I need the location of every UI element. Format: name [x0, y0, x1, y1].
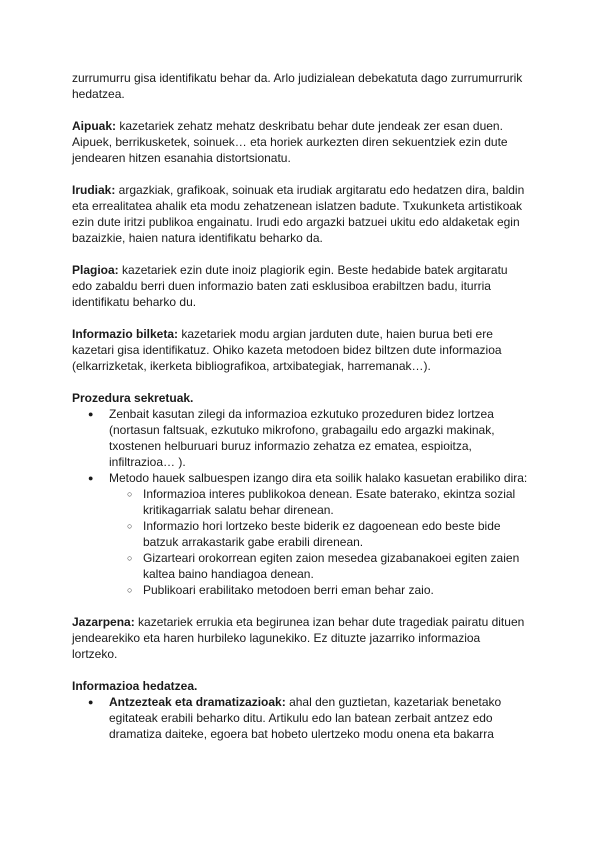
hedatzea-section: [72, 678, 528, 742]
hedatzea-bullet-text: ahal den guztietan, kazetariak benetako egitateak erabili beharko ditu. Artikulu edo lan batean zerbait antzez edo dramatiza daiteke, egoera bat hobeto ulertzeko modu onena eta bakarra: [109, 695, 502, 741]
aipuak-label: Aipuak:: [72, 119, 117, 133]
sublist-item: [109, 550, 528, 582]
subbullet-text: Publikoari erabilitako metodoen berri eman behar zaio.: [143, 583, 434, 597]
hedatzea-heading: Informazioa hedatzea.: [72, 679, 198, 693]
prozedura-sublist: [109, 486, 528, 598]
bullet-text: Metodo hauek salbuespen izango dira eta soilik halako kasuetan erabiliko dira:: [109, 471, 528, 485]
list-item: [72, 694, 528, 742]
bullet-text: Zenbait kasutan zilegi da informazioa ezkutuko prozeduren bidez lortzea (nortasun faltsuak, ezkutuko mikrofono, grabagailu edo argazki makinak, txostenen helburuari buruz informazio zehatza ez ematea, espioitza, infiltrazioa… ).: [109, 407, 495, 469]
jazarpena-text: kazetariek errukia eta begirunea izan behar dute tragediak pairatu dituen jendearekiko eta haren hurbileko lagunekiko. Ez dituzte jazarriko informazioa lortzeko.: [72, 615, 525, 661]
plagioa-paragraph: [72, 262, 528, 310]
sublist-item: [109, 518, 528, 550]
list-item: [72, 470, 528, 598]
aipuak-paragraph: [72, 118, 528, 166]
irudiak-label: Irudiak:: [72, 183, 116, 197]
hedatzea-list: [72, 694, 528, 742]
plagioa-label: Plagioa:: [72, 263, 119, 277]
subbullet-text: Informazio hori lortzeko beste biderik ez dagoenean edo beste bide batzuk arrakastarik gabe erabili direnean.: [143, 519, 501, 549]
irudiak-text: argazkiak, grafikoak, soinuak eta irudiak argitaratu edo hedatzen dira, baldin eta errealitatea ahalik eta modu zehatzenean islatzen badute. Txukunketa artistikoak ezin dute iritzi publikoa engainatu. Irudi edo argazki batzuei ukitu edo aldaketak egin bazaizkie, haien natura identifikatu beharko da.: [72, 183, 525, 245]
list-item: [72, 406, 528, 470]
subbullet-text: Informazioa interes publikokoa denean. Esate baterako, ekintza sozial kritikagarriak salatu behar direnean.: [143, 487, 516, 517]
intro-paragraph: zurrumurru gisa identifikatu behar da. Arlo judizialean debekatuta dago zurrumurrurik hedatzea.: [72, 71, 523, 101]
jazarpena-paragraph: [72, 614, 528, 662]
informazio-bilketa-paragraph: [72, 326, 528, 374]
irudiak-paragraph: [72, 182, 528, 246]
prozedura-section: [72, 390, 528, 598]
sublist-item: [109, 486, 528, 518]
plagioa-text: kazetariek ezin dute inoiz plagiorik egin. Beste hedabide batek argitaratu edo zabaldu berri duen informazio baten zati esklusiboa erabiltzen badu, iturria identifikatu beharko du.: [72, 263, 508, 309]
prozedura-heading: Prozedura sekretuak.: [72, 391, 194, 405]
informazio-bilketa-label: Informazio bilketa:: [72, 327, 179, 341]
subbullet-text: Gizarteari orokorrean egiten zaion mesedea gizabanakoei egiten zaien kaltea baino handiagoa denean.: [143, 551, 520, 581]
prozedura-list: [72, 406, 528, 598]
sublist-item: [109, 582, 528, 598]
aipuak-text: kazetariek zehatz mehatz deskribatu behar dute jendeak zer esan duen. Aipuek, berrikusketek, soinuek… eta horiek aurkezten diren sekuentziek ezin dute jendearen hitzen esanahia distortsionatu.: [72, 119, 508, 165]
hedatzea-bullet-label: Antzezteak eta dramatizazioak:: [109, 695, 286, 709]
jazarpena-label: Jazarpena:: [72, 615, 135, 629]
informazio-bilketa-text: kazetariek modu argian jarduten dute, haien burua beti ere kazetari gisa identifikatuz. Ohiko kazeta metodoen bidez biltzen dute informazioa (elkarrizketak, ikerketa bibliografikoa, artxibategiak, harremanak…).: [72, 327, 502, 373]
